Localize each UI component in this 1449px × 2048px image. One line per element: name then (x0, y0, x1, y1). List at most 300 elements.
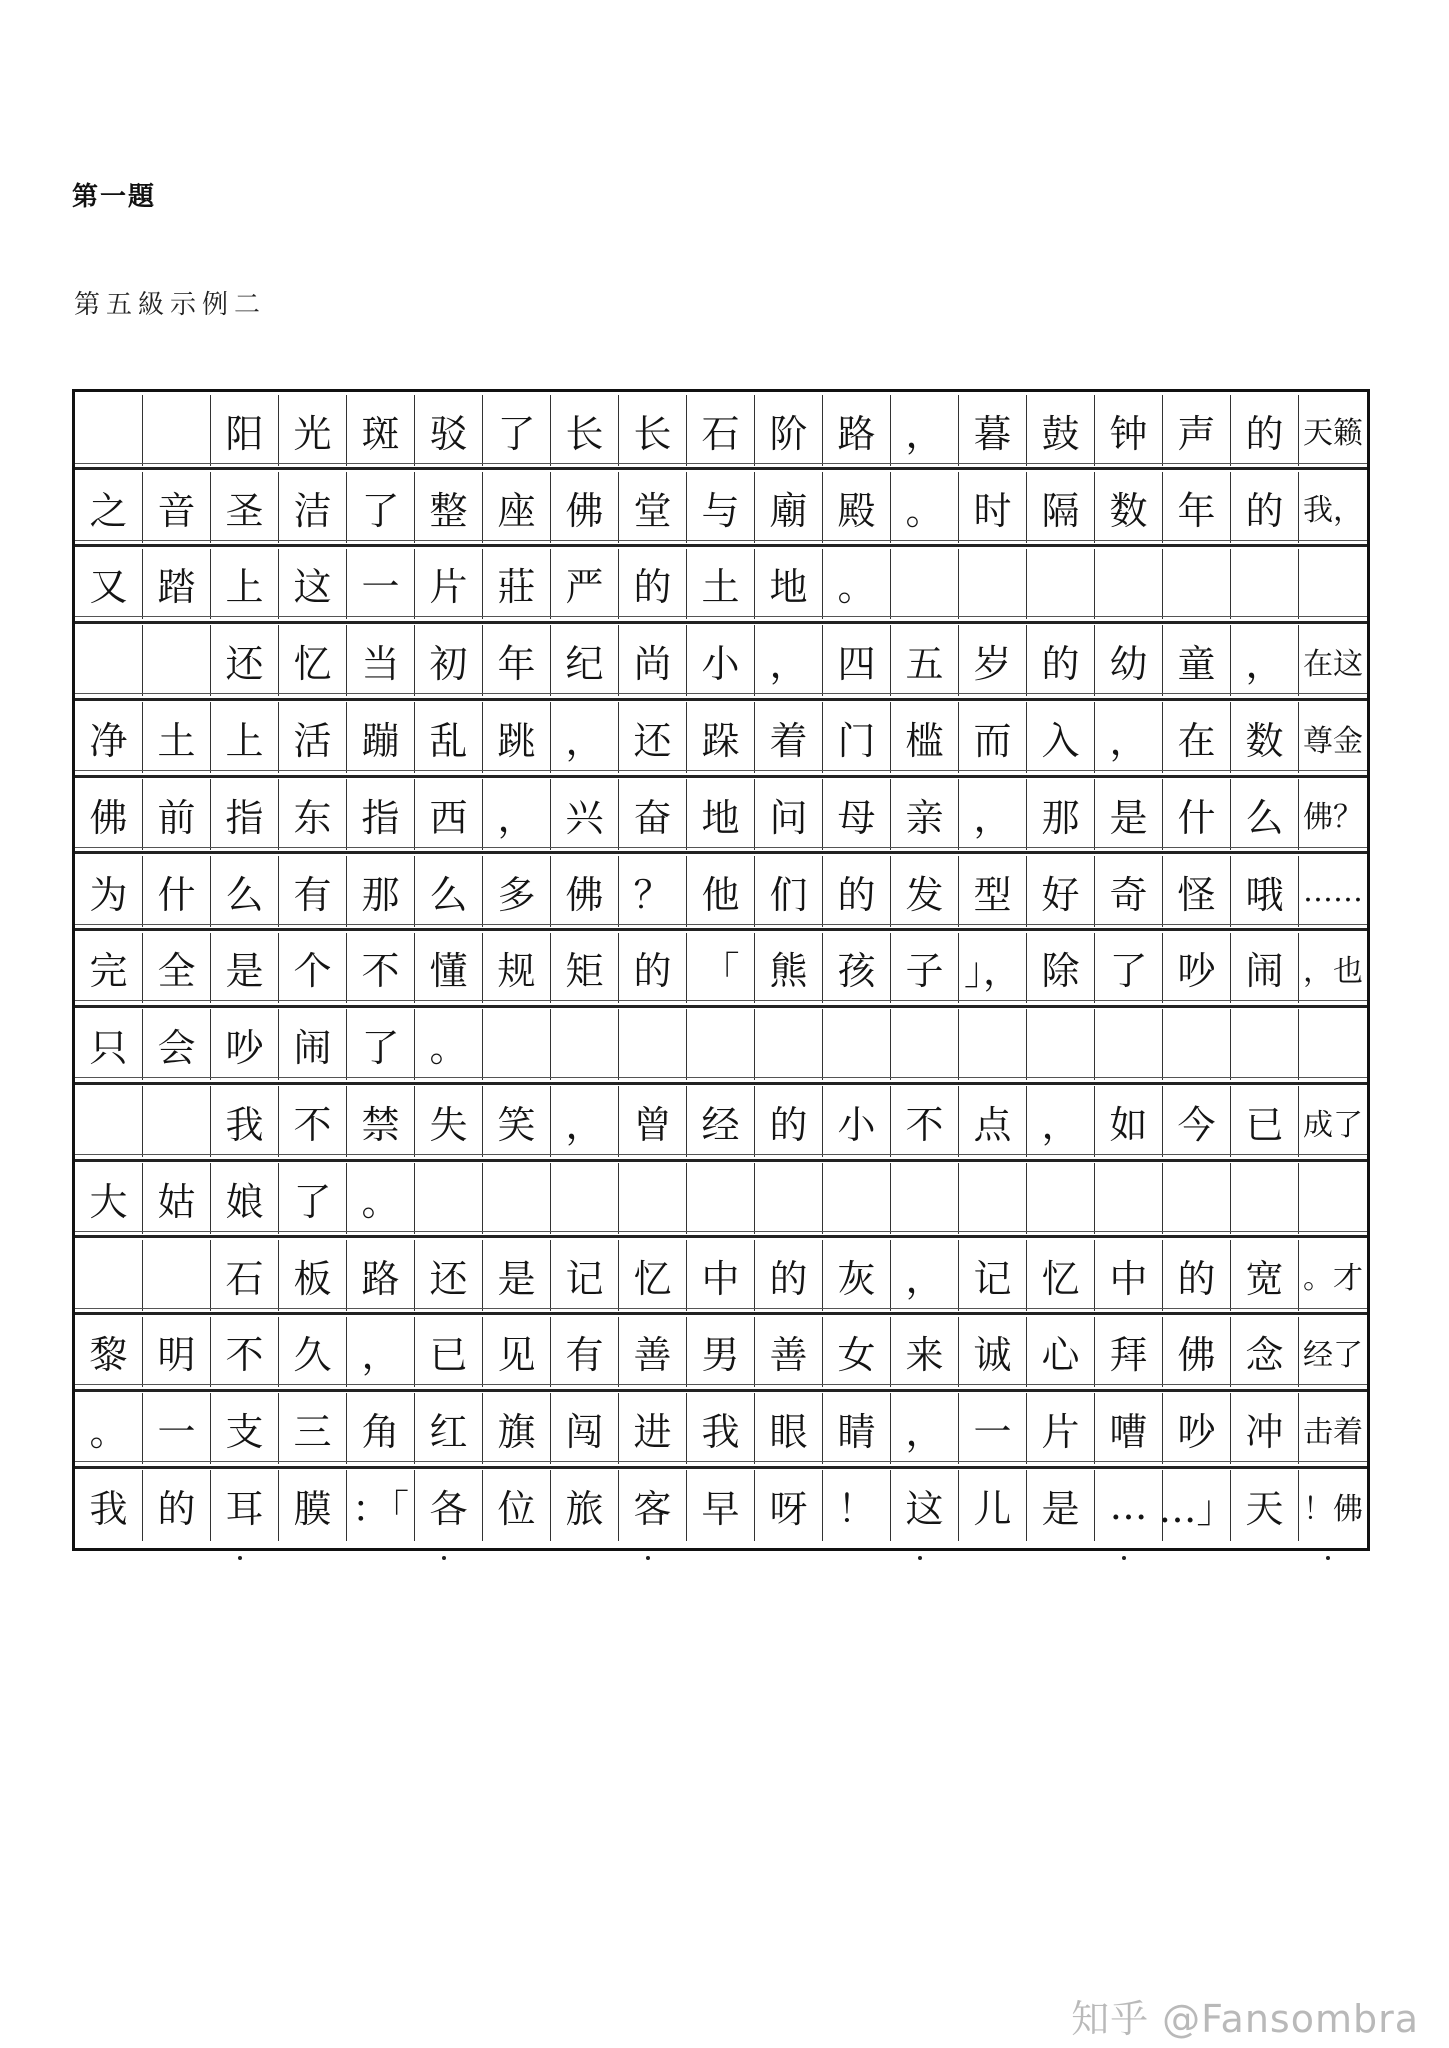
grid-cell: 之 (75, 472, 143, 543)
grid-cell: 经了 (1303, 1337, 1363, 1373)
grid-cell: … (1095, 1470, 1163, 1541)
grid-cell: 忆 (279, 625, 347, 696)
grid-row (75, 546, 1367, 623)
grid-cell: 童 (1163, 625, 1231, 696)
grid-cell (687, 1009, 755, 1080)
grid-cell: 规 (483, 933, 551, 1004)
grid-cell: 奋 (619, 779, 687, 850)
grid-cell (1163, 549, 1231, 620)
grid-cell (551, 1009, 619, 1080)
grid-cell: 不 (279, 1086, 347, 1157)
grid-cell: 的 (1231, 472, 1299, 543)
grid-cell: 有 (279, 856, 347, 927)
grid-rule-thin (75, 924, 1367, 925)
grid-cell: 灰 (823, 1240, 891, 1311)
grid-cell: 的 (143, 1470, 211, 1541)
grid-cell: 今 (1163, 1086, 1231, 1157)
grid-cell: 入 (1027, 702, 1095, 773)
grid-cell: 「 (687, 933, 755, 1004)
grid-cell: ， (1095, 702, 1163, 773)
grid-cell: 了 (483, 395, 551, 466)
grid-row (75, 1083, 1367, 1160)
grid-cell: 。才 (1303, 1261, 1363, 1297)
grid-row (75, 853, 1367, 930)
grid-cell: 小 (687, 625, 755, 696)
grid-rule (75, 1235, 1367, 1238)
grid-cell (75, 395, 143, 466)
grid-cell: 斑 (347, 395, 415, 466)
grid-cell: 好 (1027, 856, 1095, 927)
grid-cell: 亲 (891, 779, 959, 850)
grid-cell: 红 (415, 1393, 483, 1464)
grid-cell: 娘 (211, 1163, 279, 1234)
grid-cell: 暮 (959, 395, 1027, 466)
grid-cell: 圣 (211, 472, 279, 543)
grid-cell: 进 (619, 1393, 687, 1464)
grid-cell: 念 (1231, 1317, 1299, 1388)
grid-cell: 成了 (1303, 1107, 1363, 1143)
grid-cell (891, 1009, 959, 1080)
grid-cell: ， (891, 395, 959, 466)
grid-cell: 跳 (483, 702, 551, 773)
grid-cell: 是 (211, 933, 279, 1004)
grid-cell (551, 1163, 619, 1234)
grid-cell: 这 (891, 1470, 959, 1541)
grid-cell (483, 1163, 551, 1234)
grid-row (75, 776, 1367, 853)
grid-cell: 男 (687, 1317, 755, 1388)
essay-grid (72, 389, 1370, 1551)
grid-cell: 全 (143, 933, 211, 1004)
grid-cell: 还 (415, 1240, 483, 1311)
grid-cell: 长 (619, 395, 687, 466)
grid-cell: 而 (959, 702, 1027, 773)
grid-cell (1027, 549, 1095, 620)
grid-cell: 问 (755, 779, 823, 850)
grid-rule (75, 1159, 1367, 1162)
grid-cell: 堂 (619, 472, 687, 543)
grid-cell: 门 (823, 702, 891, 773)
grid-cell: 发 (891, 856, 959, 927)
grid-cell: 宽 (1231, 1240, 1299, 1311)
grid-cell: 么 (211, 856, 279, 927)
grid-cell: 岁 (959, 625, 1027, 696)
grid-cell: 整 (415, 472, 483, 543)
grid-cell (619, 1009, 687, 1080)
grid-cell: 忆 (1027, 1240, 1095, 1311)
grid-cell (1231, 1009, 1299, 1080)
sample-subheading: 第五級示例二 (74, 290, 267, 320)
grid-rule (75, 621, 1367, 624)
grid-rule-thin (75, 1308, 1367, 1309)
grid-row (75, 1390, 1367, 1467)
grid-cell: 点 (959, 1086, 1027, 1157)
grid-cell: 片 (415, 549, 483, 620)
grid-cell (1231, 549, 1299, 620)
grid-cell: 闯 (551, 1393, 619, 1464)
grid-cell: 嘈 (1095, 1393, 1163, 1464)
grid-cell: 如 (1095, 1086, 1163, 1157)
grid-cell: 个 (279, 933, 347, 1004)
grid-cell: 前 (143, 779, 211, 850)
grid-cell: 兴 (551, 779, 619, 850)
grid-cell: 土 (143, 702, 211, 773)
grid-cell: …」 (1163, 1470, 1231, 1541)
grid-rule-thin (75, 463, 1367, 464)
grid-cell: 了 (1095, 933, 1163, 1004)
grid-cell: 光 (279, 395, 347, 466)
grid-cell: 善 (755, 1317, 823, 1388)
grid-rule (75, 1082, 1367, 1085)
grid-cell (143, 1086, 211, 1157)
grid-cell: 殿 (823, 472, 891, 543)
grid-cell: 活 (279, 702, 347, 773)
grid-cell: 还 (211, 625, 279, 696)
grid-cell: 怪 (1163, 856, 1231, 927)
grid-rule (75, 467, 1367, 470)
grid-cell: 角 (347, 1393, 415, 1464)
grid-cell: 路 (347, 1240, 415, 1311)
grid-row (75, 1237, 1367, 1314)
grid-cell: 的 (755, 1240, 823, 1311)
grid-tick-dot (1326, 1556, 1330, 1560)
grid-cell (755, 1163, 823, 1234)
grid-cell: 了 (347, 472, 415, 543)
grid-cell: 数 (1231, 702, 1299, 773)
grid-cell: 地 (755, 549, 823, 620)
grid-cell: 三 (279, 1393, 347, 1464)
grid-rule-thin (75, 1384, 1367, 1385)
grid-cell: 莊 (483, 549, 551, 620)
grid-cell: 板 (279, 1240, 347, 1311)
grid-rule (75, 544, 1367, 547)
grid-rule-thin (75, 616, 1367, 617)
grid-cell (75, 625, 143, 696)
grid-cell: 时 (959, 472, 1027, 543)
grid-cell: 跺 (687, 702, 755, 773)
grid-cell: 那 (1027, 779, 1095, 850)
grid-cell (75, 1240, 143, 1311)
grid-cell (415, 1163, 483, 1234)
grid-cell: 与 (687, 472, 755, 543)
grid-cell: ！佛 (1303, 1491, 1363, 1527)
grid-cell: 声 (1163, 395, 1231, 466)
grid-cell: 黎 (75, 1317, 143, 1388)
grid-rule (75, 1005, 1367, 1008)
grid-cell: 中 (687, 1240, 755, 1311)
grid-cell: 的 (619, 933, 687, 1004)
grid-cell: 眼 (755, 1393, 823, 1464)
grid-cell: 着 (755, 702, 823, 773)
grid-cell (891, 1163, 959, 1234)
grid-cell: 位 (483, 1470, 551, 1541)
grid-cell: 有 (551, 1317, 619, 1388)
grid-cell: 这 (279, 549, 347, 620)
grid-cell (1163, 1009, 1231, 1080)
grid-tick-dot (646, 1556, 650, 1560)
grid-cell: 蹦 (347, 702, 415, 773)
grid-cell: 乱 (415, 702, 483, 773)
grid-cell: 奇 (1095, 856, 1163, 927)
grid-cell (687, 1163, 755, 1234)
grid-cell: 的 (823, 856, 891, 927)
grid-cell: ？ (619, 856, 687, 927)
grid-cell (755, 1009, 823, 1080)
grid-cell: 」， (959, 933, 1027, 1004)
grid-cell: 母 (823, 779, 891, 850)
grid-rule-thin (75, 1461, 1367, 1462)
grid-cell: 哦 (1231, 856, 1299, 927)
grid-cell: 上 (211, 702, 279, 773)
grid-cell: 槛 (891, 702, 959, 773)
grid-tick-dot (442, 1556, 446, 1560)
grid-rule (75, 775, 1367, 778)
grid-cell: 音 (143, 472, 211, 543)
grid-cell: 是 (1095, 779, 1163, 850)
grid-cell: ， (551, 702, 619, 773)
grid-cell: ，也 (1303, 953, 1363, 989)
grid-cell: 指 (211, 779, 279, 850)
grid-cell: ， (1231, 625, 1299, 696)
grid-cell: 忆 (619, 1240, 687, 1311)
grid-cell: 什 (143, 856, 211, 927)
grid-cell: 长 (551, 395, 619, 466)
grid-rule-thin (75, 1231, 1367, 1232)
grid-cell: 佛 (551, 856, 619, 927)
grid-rule-thin (75, 847, 1367, 848)
grid-cell: 多 (483, 856, 551, 927)
grid-cell: 片 (1027, 1393, 1095, 1464)
grid-cell: 。 (347, 1163, 415, 1234)
grid-cell: 什 (1163, 779, 1231, 850)
grid-cell: 严 (551, 549, 619, 620)
grid-cell: 鼓 (1027, 395, 1095, 466)
grid-tick-dot (1122, 1556, 1126, 1560)
grid-cell: 驳 (415, 395, 483, 466)
grid-row (75, 699, 1367, 776)
grid-cell: 闹 (279, 1009, 347, 1080)
grid-cell: ， (483, 779, 551, 850)
grid-cell: ：「 (347, 1470, 415, 1541)
grid-cell: 年 (483, 625, 551, 696)
grid-cell: 洁 (279, 472, 347, 543)
grid-cell (959, 1163, 1027, 1234)
grid-cell: 孩 (823, 933, 891, 1004)
grid-cell: 除 (1027, 933, 1095, 1004)
grid-cell: 一 (347, 549, 415, 620)
grid-cell: 曾 (619, 1086, 687, 1157)
grid-cell: …… (1303, 873, 1363, 909)
grid-cell: 阶 (755, 395, 823, 466)
grid-cell (1299, 1163, 1367, 1234)
grid-cell: 廟 (755, 472, 823, 543)
grid-cell: 睛 (823, 1393, 891, 1464)
grid-cell: 一 (143, 1393, 211, 1464)
grid-cell: 来 (891, 1317, 959, 1388)
grid-cell: 久 (279, 1317, 347, 1388)
grid-cell (959, 1009, 1027, 1080)
grid-cell: 矩 (551, 933, 619, 1004)
grid-cell: 的 (755, 1086, 823, 1157)
grid-cell: 不 (891, 1086, 959, 1157)
grid-cell (1163, 1163, 1231, 1234)
grid-cell: 尊金 (1303, 723, 1363, 759)
grid-cell (75, 1086, 143, 1157)
grid-row (75, 469, 1367, 546)
grid-cell: 土 (687, 549, 755, 620)
grid-tick-dot (918, 1556, 922, 1560)
grid-row (75, 392, 1367, 469)
grid-cell: 儿 (959, 1470, 1027, 1541)
grid-cell: 石 (687, 395, 755, 466)
grid-cell: 笑 (483, 1086, 551, 1157)
grid-cell: 佛？ (1303, 800, 1363, 836)
grid-cell: 他 (687, 856, 755, 927)
grid-rule-thin (75, 540, 1367, 541)
grid-rule-thin (75, 1000, 1367, 1001)
grid-cell: 。 (75, 1393, 143, 1464)
grid-cell: 那 (347, 856, 415, 927)
grid-cell: 纪 (551, 625, 619, 696)
grid-rule (75, 1389, 1367, 1392)
grid-cell: 。 (891, 472, 959, 543)
grid-rule (75, 851, 1367, 854)
grid-cell: 为 (75, 856, 143, 927)
grid-cell (891, 549, 959, 620)
grid-cell: 小 (823, 1086, 891, 1157)
grid-cell: 佛 (1163, 1317, 1231, 1388)
watermark: 知乎 @Fansombra (1071, 1997, 1419, 2041)
question-heading: 第一題 (72, 182, 157, 212)
grid-cell: 石 (211, 1240, 279, 1311)
grid-cell: 五 (891, 625, 959, 696)
grid-cell: 了 (347, 1009, 415, 1080)
grid-cell: 数 (1095, 472, 1163, 543)
grid-cell: 路 (823, 395, 891, 466)
grid-cell (1095, 1009, 1163, 1080)
grid-cell: 记 (551, 1240, 619, 1311)
grid-cell: 早 (687, 1470, 755, 1541)
grid-cell: ， (347, 1317, 415, 1388)
grid-cell: 在 (1163, 702, 1231, 773)
grid-rule (75, 698, 1367, 701)
grid-rule (75, 1312, 1367, 1315)
grid-cell (1027, 1009, 1095, 1080)
grid-cell: 不 (211, 1317, 279, 1388)
grid-cell: 佛 (75, 779, 143, 850)
grid-cell: 膜 (279, 1470, 347, 1541)
grid-cell: 尚 (619, 625, 687, 696)
grid-cell: 冲 (1231, 1393, 1299, 1464)
grid-cell: 在这 (1303, 646, 1363, 682)
grid-cell: 吵 (1163, 1393, 1231, 1464)
grid-cell: 们 (755, 856, 823, 927)
grid-cell: 完 (75, 933, 143, 1004)
grid-cell (143, 1240, 211, 1311)
grid-cell (1095, 1163, 1163, 1234)
grid-cell: 阳 (211, 395, 279, 466)
grid-cell: 初 (415, 625, 483, 696)
grid-cell: 见 (483, 1317, 551, 1388)
grid-cell (1095, 549, 1163, 620)
grid-cell: 已 (1231, 1086, 1299, 1157)
grid-row (75, 930, 1367, 1007)
grid-cell: ， (1027, 1086, 1095, 1157)
grid-cell: ， (755, 625, 823, 696)
grid-cell (823, 1163, 891, 1234)
grid-cell: 耳 (211, 1470, 279, 1541)
grid-cell: 善 (619, 1317, 687, 1388)
grid-cell: 我 (211, 1086, 279, 1157)
grid-cell: 我 (75, 1470, 143, 1541)
grid-cell: 已 (415, 1317, 483, 1388)
grid-cell: 客 (619, 1470, 687, 1541)
grid-cell: 呀 (755, 1470, 823, 1541)
grid-cell: 座 (483, 472, 551, 543)
grid-rule (75, 928, 1367, 931)
grid-cell: 经 (687, 1086, 755, 1157)
grid-cell: 么 (1231, 779, 1299, 850)
grid-tick-dot (238, 1556, 242, 1560)
grid-row (75, 1314, 1367, 1391)
grid-row (75, 1467, 1367, 1544)
grid-row (75, 1006, 1367, 1083)
grid-cell: 击着 (1303, 1414, 1363, 1450)
grid-cell: 各 (415, 1470, 483, 1541)
grid-cell: 的 (1231, 395, 1299, 466)
grid-cell: ， (551, 1086, 619, 1157)
grid-cell: 诚 (959, 1317, 1027, 1388)
grid-cell: 隔 (1027, 472, 1095, 543)
grid-row (75, 622, 1367, 699)
grid-cell (1231, 1163, 1299, 1234)
grid-cell: 吵 (1163, 933, 1231, 1004)
grid-cell: 又 (75, 549, 143, 620)
grid-cell (823, 1009, 891, 1080)
grid-cell: 天籁 (1303, 416, 1363, 452)
grid-cell: 是 (483, 1240, 551, 1311)
grid-cell: 指 (347, 779, 415, 850)
grid-cell: 钟 (1095, 395, 1163, 466)
grid-cell: 大 (75, 1163, 143, 1234)
grid-cell: 姑 (143, 1163, 211, 1234)
grid-cell: 。 (415, 1009, 483, 1080)
grid-cell: 当 (347, 625, 415, 696)
grid-cell (1027, 1163, 1095, 1234)
grid-cell: 一 (959, 1393, 1027, 1464)
grid-rule-thin (75, 693, 1367, 694)
grid-cell: 不 (347, 933, 415, 1004)
grid-cell: 熊 (755, 933, 823, 1004)
grid-cell: 了 (279, 1163, 347, 1234)
grid-cell: 的 (619, 549, 687, 620)
grid-cell: 佛 (551, 472, 619, 543)
grid-cell: 地 (687, 779, 755, 850)
grid-cell: 心 (1027, 1317, 1095, 1388)
grid-cell: 还 (619, 702, 687, 773)
grid-rule-thin (75, 1077, 1367, 1078)
grid-cell (1299, 1009, 1367, 1080)
grid-rule-thin (75, 1154, 1367, 1155)
grid-cell: 么 (415, 856, 483, 927)
grid-cell: 明 (143, 1317, 211, 1388)
grid-cell: 会 (143, 1009, 211, 1080)
grid-cell: 懂 (415, 933, 483, 1004)
grid-cell: 失 (415, 1086, 483, 1157)
grid-cell: 旅 (551, 1470, 619, 1541)
grid-cell: 闹 (1231, 933, 1299, 1004)
grid-cell (143, 395, 211, 466)
